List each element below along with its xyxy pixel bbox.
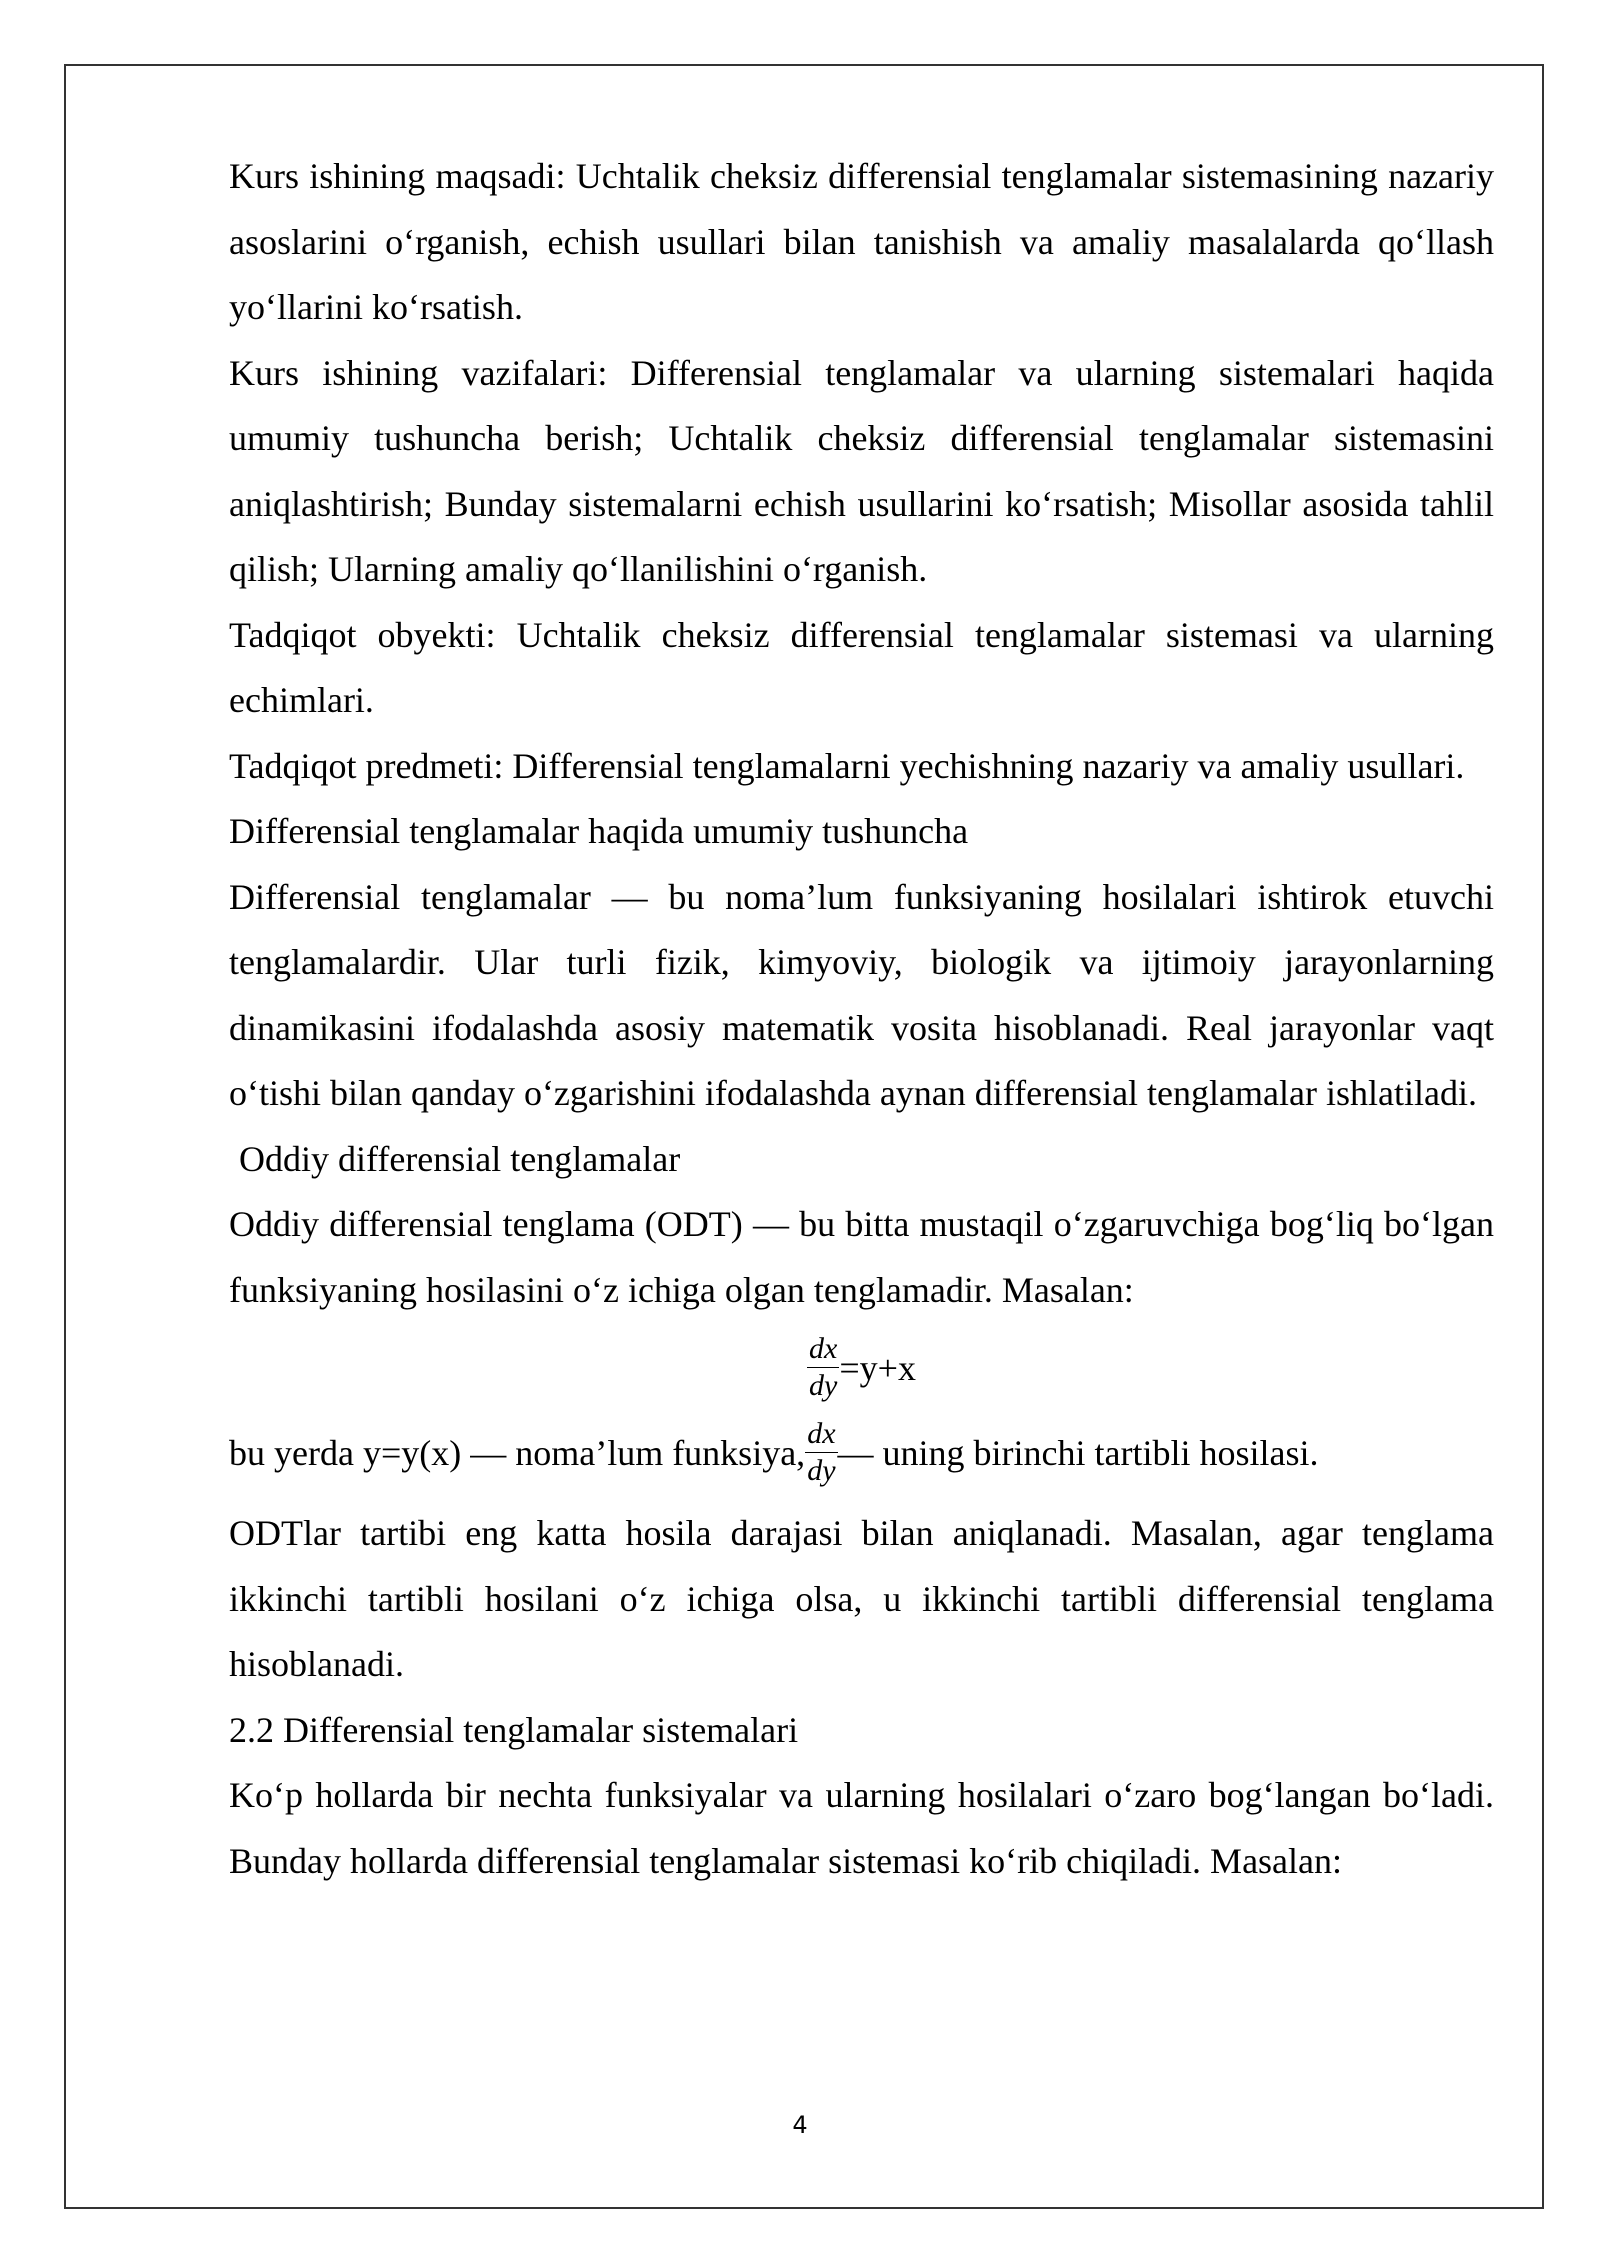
document-body (229, 144, 1494, 1894)
inline-numerator: dx (805, 1416, 837, 1453)
paragraph-formula-explanation (229, 1405, 1494, 1501)
explanation-before: bu yerda y=y(x) — noma’lum funksiya, (229, 1433, 806, 1473)
formula-example (229, 1323, 1494, 1405)
formula-rhs: =y+x (839, 1347, 916, 1388)
paragraph-goal: Kurs ishining maqsadi: Uchtalik cheksiz differensial tenglamalar sistemasining nazariy asoslarini o‘rganish, echish usullari bilan tanishish va amaliy masalalarda qo‘llash yo‘llarini ko‘rsatish. (229, 156, 1494, 327)
heading-ordinary-equations: Oddiy differensial tenglamalar (239, 1138, 681, 1179)
page-number: 4 (792, 2111, 808, 2139)
formula-numerator: dx (807, 1331, 839, 1368)
formula-fraction (807, 1331, 839, 1404)
inline-fraction (805, 1416, 837, 1489)
paragraph-tasks: Kurs ishining vazifalari: Differensial tenglamalar va ularning sistemalari haqida umumiy tushuncha berish; Uchtalik cheksiz differensial tenglamalar sistemasini aniqlashtirish; Bunday sistemalarni echish usullarini ko‘rsatish; Misollar asosida tahlil qilish; Ularning amaliy qo‘llanilishini o‘rganish. (229, 352, 1494, 589)
paragraph-differential-equations: Differensial tenglamalar — bu noma’lum funksiyaning hosilalari ishtirok etuvchi tenglamalardir. Ular turli fizik, kimyoviy, biologik va ijtimoiy jarayonlarning dinamikasini ifodalashda asosiy matematik vosita hisoblanadi. Real jarayonlar vaqt o‘tishi bilan qanday o‘zgarishini ifodalashda aynan differensial tenglamalar ishlatiladi. (229, 876, 1494, 1113)
inline-denominator: dy (807, 1454, 836, 1488)
heading-systems: 2.2 Differensial tenglamalar sistemalari (229, 1709, 799, 1750)
paragraph-systems: Ko‘p hollarda bir nechta funksiyalar va ularning hosilalari o‘zaro bog‘langan bo‘ladi. Bunday hollarda differensial tenglamalar sistemasi ko‘rib chiqiladi. Masalan: (229, 1775, 1494, 1881)
paragraph-ode-order: ODTlar tartibi eng katta hosila darajasi bilan aniqlanadi. Masalan, agar tenglama ikkinchi tartibli hosilani o‘z ichiga olsa, u ikkinchi tartibli differensial tenglama hisoblanadi. (229, 1513, 1494, 1684)
formula-denominator: dy (809, 1369, 838, 1403)
paragraph-research-subject: Tadqiqot predmeti: Differensial tenglamalarni yechishning nazariy va amaliy usullari. (229, 745, 1465, 786)
heading-general-concept: Differensial tenglamalar haqida umumiy tushuncha (229, 811, 969, 851)
paragraph-ode-definition: Oddiy differensial tenglama (ODT) — bu bitta mustaqil o‘zgaruvchiga bog‘liq bo‘lgan funksiyaning hosilasini o‘z ichiga olgan tenglamadir. Masalan: (229, 1204, 1494, 1310)
paragraph-research-object: Tadqiqot obyekti: Uchtalik cheksiz differensial tenglamalar sistemasi va ularning echimlari. (229, 614, 1494, 720)
explanation-after: — uning birinchi tartibli hosilasi. (837, 1433, 1319, 1473)
